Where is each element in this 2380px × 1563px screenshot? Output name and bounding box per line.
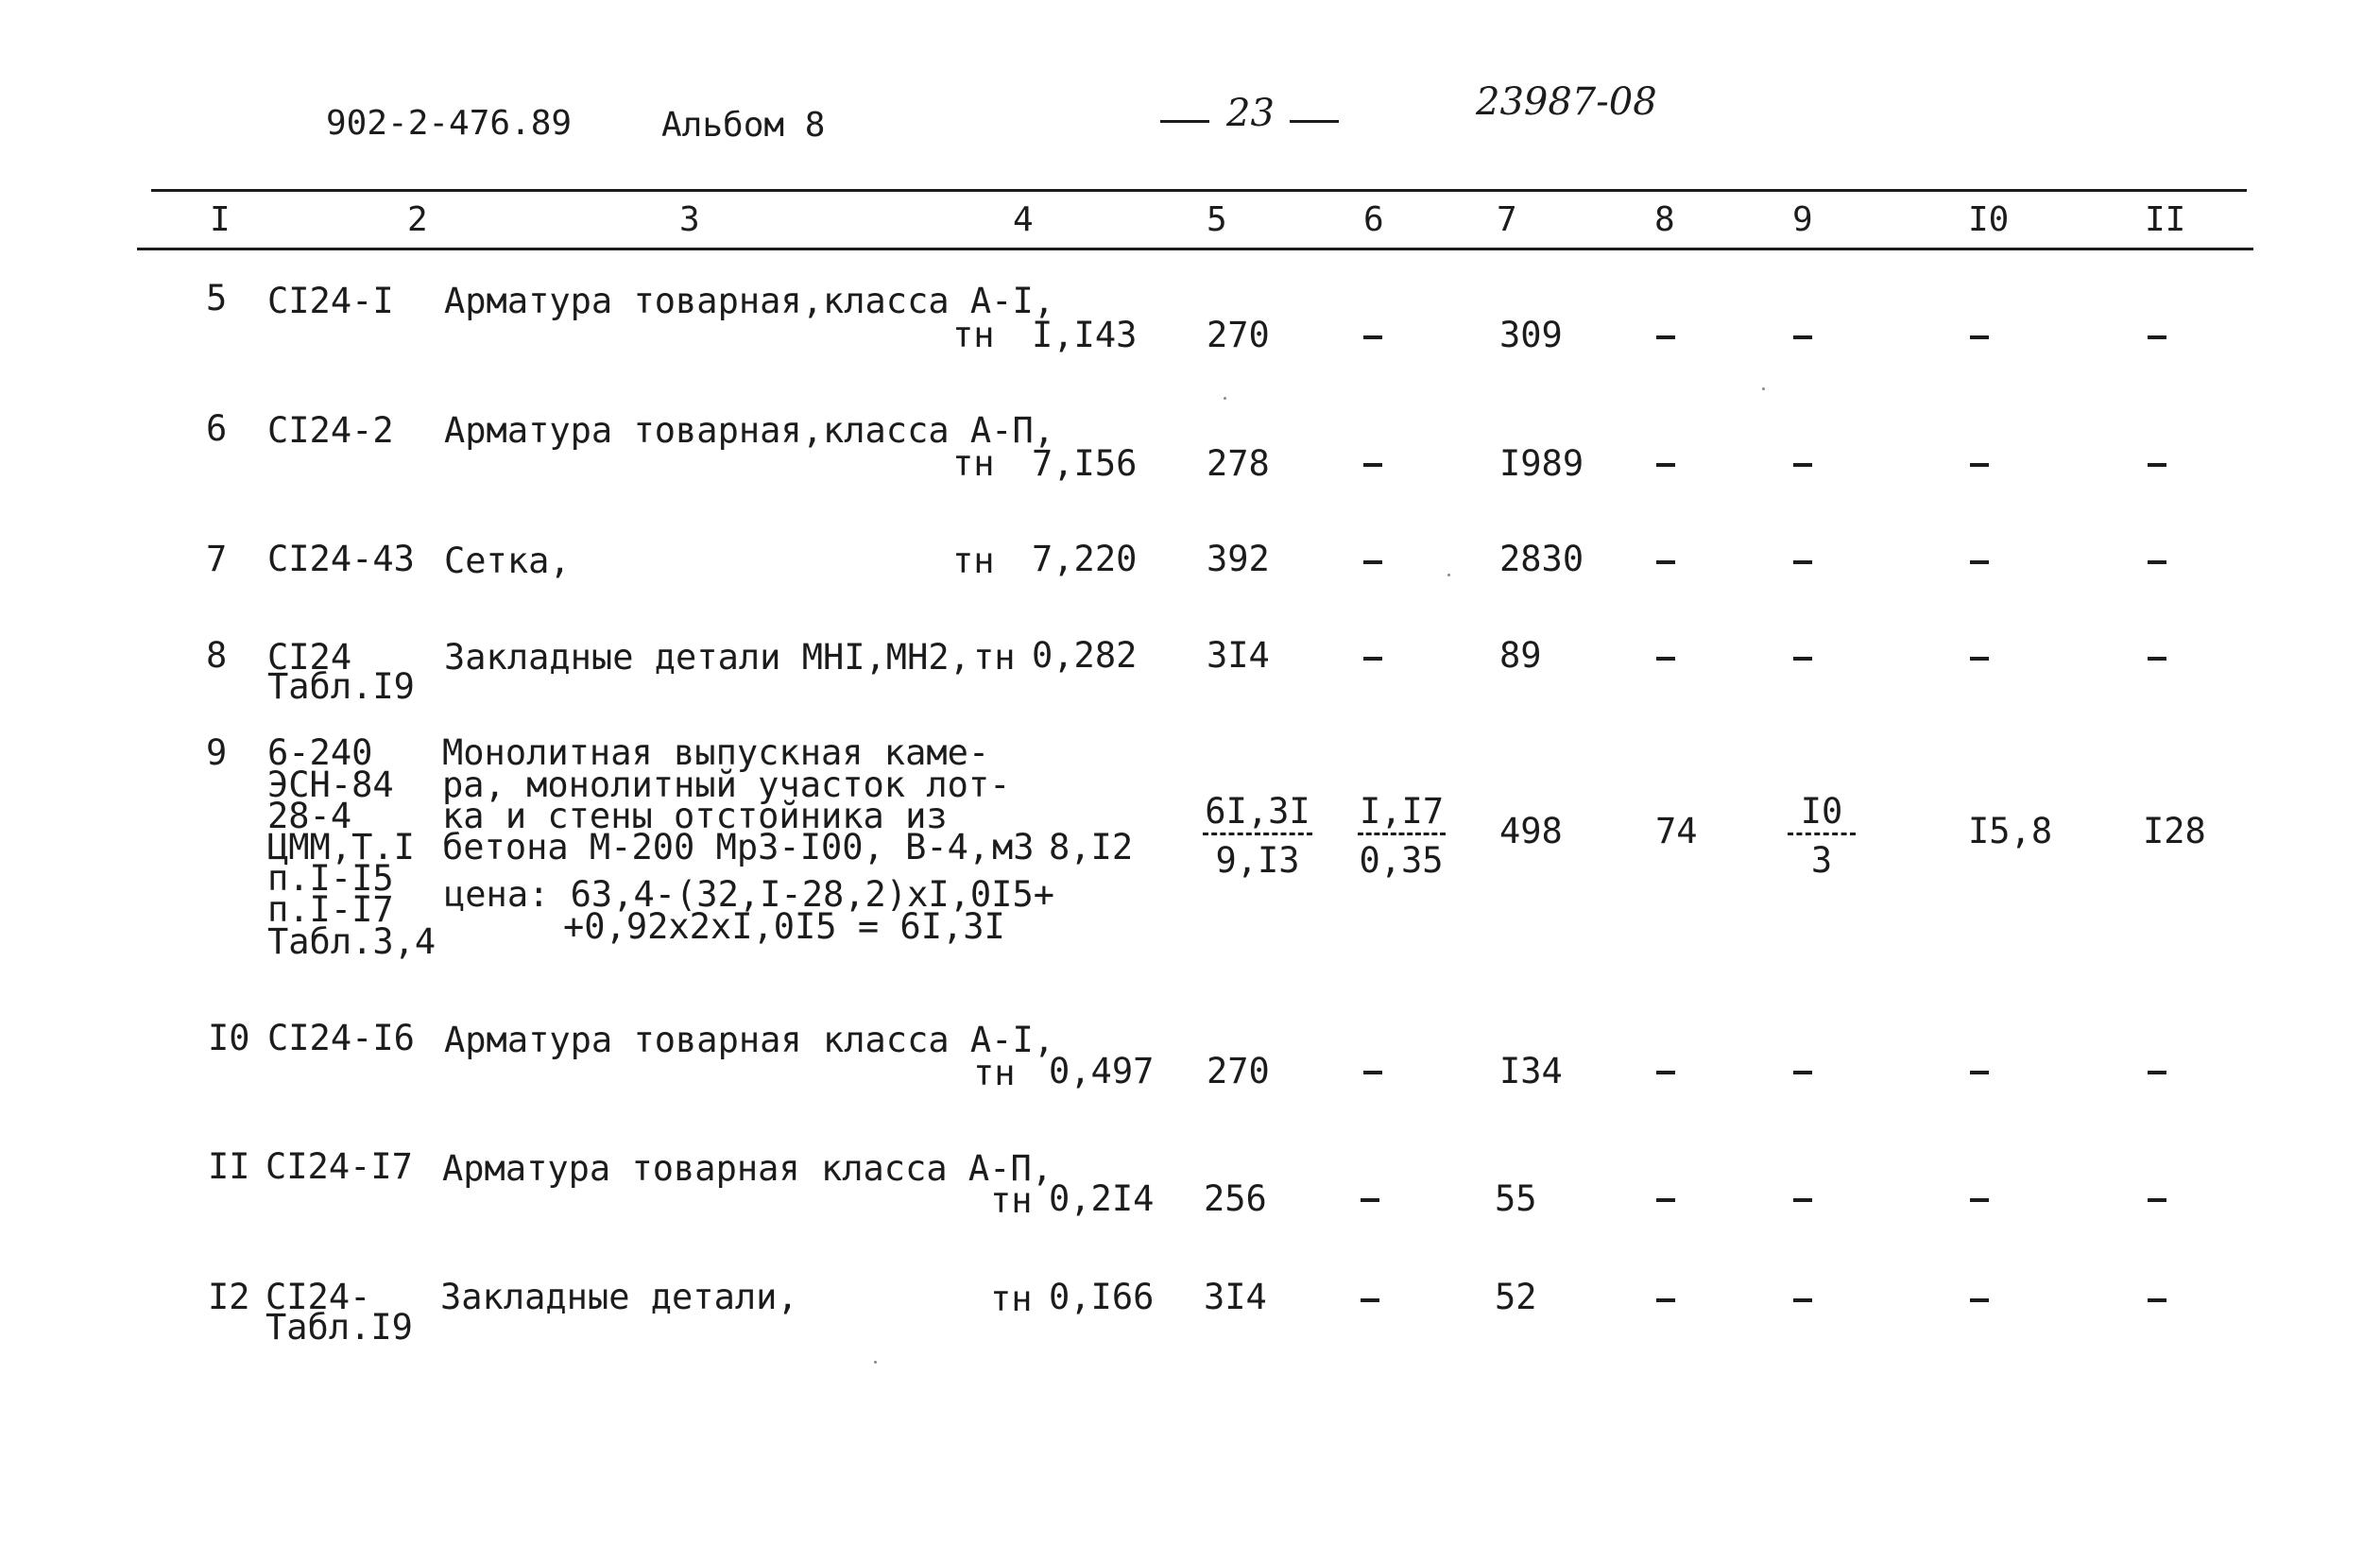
table-top-rule: [151, 189, 2247, 192]
price-note-line2: +0,92х2хI,0I5 = 6I,3I: [563, 906, 1005, 947]
row-col7: 2830: [1499, 539, 1584, 579]
row-col9-dash: [1793, 335, 1812, 339]
row-col7: I34: [1499, 1051, 1563, 1091]
column-header-4: 4: [1013, 200, 1034, 239]
row-col10-dash: [1970, 1071, 1989, 1074]
row-col5: 270: [1207, 315, 1270, 355]
row-description: Арматура товарная класса А-П,: [442, 1148, 1053, 1189]
column-header-9: 9: [1792, 200, 1813, 239]
row-col6-dash: [1361, 1298, 1379, 1302]
row-col11-dash: [2148, 335, 2166, 339]
row-col10-dash: [1970, 335, 1989, 339]
row-col5: 270: [1207, 1051, 1270, 1091]
column-header-3: 3: [679, 200, 700, 239]
row-col9-dash: [1793, 657, 1812, 661]
row-unit: тн: [973, 637, 1016, 678]
row-description: Арматура товарная,класса А-I,: [444, 281, 1055, 321]
row-description-line4: бетона М-200 Мр3-I00, В-4,: [442, 827, 990, 867]
row-number: 8: [206, 635, 228, 676]
row-number: I0: [208, 1018, 250, 1058]
row-col9-fraction: [1774, 791, 1869, 881]
row-code-line4: ЦММ,Т.I: [267, 827, 415, 867]
row-col8-dash: [1656, 560, 1675, 564]
page-dash-left: [1160, 120, 1209, 123]
row-col6-dash: [1361, 1198, 1379, 1202]
row-col8-dash: [1656, 1071, 1675, 1074]
scan-speck: [874, 1361, 877, 1364]
row-col6-denominator: 0,35: [1359, 840, 1444, 881]
column-header-5: 5: [1207, 200, 1227, 239]
row-col5: 256: [1204, 1178, 1267, 1219]
row-col7: I989: [1499, 443, 1584, 484]
row-col10-dash: [1970, 1298, 1989, 1302]
row-quantity: 0,I66: [1049, 1277, 1155, 1317]
album-label: Альбом 8: [661, 106, 826, 145]
row-code: CI24-: [265, 1277, 371, 1317]
row-col11-dash: [2148, 560, 2166, 564]
row-code: CI24-I7: [265, 1146, 413, 1187]
row-col6-dash: [1363, 657, 1382, 661]
column-header-7: 7: [1497, 200, 1517, 239]
row-code: CI24-43: [267, 539, 415, 579]
row-quantity: 7,220: [1032, 539, 1138, 579]
row-col5: 278: [1207, 443, 1270, 484]
row-quantity: 0,282: [1032, 635, 1138, 676]
row-number: II: [208, 1146, 250, 1187]
row-col11-dash: [2148, 1071, 2166, 1074]
row-code: CI24-I6: [267, 1018, 415, 1058]
archive-number: 23987-08: [1476, 80, 1657, 124]
row-col7: 309: [1499, 315, 1563, 355]
row-description: Закладные детали,: [440, 1277, 798, 1317]
scan-speck: [1762, 387, 1765, 390]
row-col10: I5,8: [1968, 811, 2053, 851]
row-col11-dash: [2148, 463, 2166, 467]
row-col10-dash: [1970, 657, 1989, 661]
document-code: 902-2-476.89: [326, 104, 573, 143]
row-code: CI24: [267, 637, 352, 678]
row-col9-numerator: I0: [1788, 794, 1857, 835]
row-col11-dash: [2148, 1298, 2166, 1302]
row-col5: 392: [1207, 539, 1270, 579]
row-col7: 89: [1499, 635, 1542, 676]
row-code-line7: Табл.3,4: [267, 921, 437, 962]
row-col7: 52: [1495, 1277, 1537, 1317]
column-header-10: I0: [1968, 200, 2010, 239]
row-unit: тн: [952, 315, 995, 355]
row-col6-dash: [1363, 335, 1382, 339]
table-header-rule: [137, 248, 2253, 250]
row-col5: 3I4: [1207, 635, 1270, 676]
row-unit: тн: [990, 1279, 1033, 1319]
row-col11-dash: [2148, 657, 2166, 661]
row-col6-fraction: [1358, 791, 1445, 881]
row-description: Закладные детали МНI,МН2,: [444, 637, 970, 678]
row-col9-dash: [1793, 1071, 1812, 1074]
row-col10-dash: [1970, 1198, 1989, 1202]
row-code-line2: ЭСН-84: [267, 764, 394, 805]
page-dash-right: [1290, 120, 1339, 123]
row-col9-dash: [1793, 560, 1812, 564]
row-col8-dash: [1656, 657, 1675, 661]
row-description: Монолитная выпускная каме-: [442, 732, 990, 773]
row-quantity: 7,I56: [1032, 443, 1138, 484]
row-col10-dash: [1970, 560, 1989, 564]
row-description: Арматура товарная,класса А-П,: [444, 410, 1055, 451]
row-col7: 55: [1495, 1178, 1537, 1219]
row-unit: тн: [952, 443, 995, 484]
column-header-1: I: [210, 200, 231, 239]
row-col5: 3I4: [1204, 1277, 1267, 1317]
row-code: CI24-I: [267, 281, 394, 321]
row-col10-dash: [1970, 463, 1989, 467]
row-description: Сетка,: [444, 541, 571, 581]
scan-speck: [1447, 574, 1450, 576]
row-unit: тн: [952, 541, 995, 581]
row-code-line5: п.I-I5: [267, 858, 394, 899]
column-header-11: II: [2145, 200, 2186, 239]
row-unit: м3: [992, 827, 1035, 867]
row-quantity: I,I43: [1032, 315, 1138, 355]
row-col5-denominator: 9,I3: [1215, 840, 1300, 881]
row-col6-dash: [1363, 1071, 1382, 1074]
scan-speck: [1224, 397, 1226, 400]
row-col6-dash: [1363, 463, 1382, 467]
row-code-line2: Табл.I9: [265, 1307, 413, 1348]
row-col9-dash: [1793, 463, 1812, 467]
row-col9-denominator: 3: [1810, 840, 1833, 881]
row-description: Арматура товарная класса А-I,: [444, 1020, 1055, 1060]
row-description-line3: ка и стены отстойника из: [442, 796, 948, 836]
row-col8-dash: [1656, 463, 1675, 467]
row-number: 6: [206, 408, 228, 449]
row-col11: I28: [2143, 811, 2206, 851]
row-number: I2: [208, 1277, 250, 1317]
row-col5-fraction: [1202, 791, 1313, 881]
row-number: 9: [206, 732, 228, 773]
column-header-2: 2: [407, 200, 428, 239]
row-col5-numerator: 6I,3I: [1203, 794, 1311, 835]
page-number: 23: [1226, 92, 1275, 135]
column-header-8: 8: [1654, 200, 1675, 239]
row-code: 6-240: [267, 732, 373, 773]
row-col11-dash: [2148, 1198, 2166, 1202]
row-col6-numerator: I,I7: [1358, 794, 1446, 835]
row-description-line2: ра, монолитный участок лот-: [442, 764, 1011, 805]
row-col9-dash: [1793, 1298, 1812, 1302]
row-col8-dash: [1656, 1198, 1675, 1202]
row-quantity: 0,2I4: [1049, 1178, 1155, 1219]
row-code-line3: 28-4: [267, 796, 352, 836]
row-code-line6: п.I-I7: [267, 889, 394, 930]
row-code-line2: Табл.I9: [267, 666, 415, 707]
row-quantity: 0,497: [1049, 1051, 1155, 1091]
row-number: 5: [206, 278, 228, 318]
row-col6-dash: [1363, 560, 1382, 564]
row-col7: 498: [1499, 811, 1563, 851]
column-header-6: 6: [1363, 200, 1384, 239]
row-number: 7: [206, 539, 228, 579]
row-col8-dash: [1656, 1298, 1675, 1302]
price-note: цена: 63,4-(32,I-28,2)хI,0I5+: [444, 874, 1055, 915]
row-col8: 74: [1655, 811, 1698, 851]
row-code: CI24-2: [267, 410, 394, 451]
row-col8-dash: [1656, 335, 1675, 339]
row-unit: тн: [990, 1180, 1033, 1221]
row-unit: тн: [973, 1053, 1016, 1093]
row-col9-dash: [1793, 1198, 1812, 1202]
row-quantity: 8,I2: [1049, 827, 1134, 867]
